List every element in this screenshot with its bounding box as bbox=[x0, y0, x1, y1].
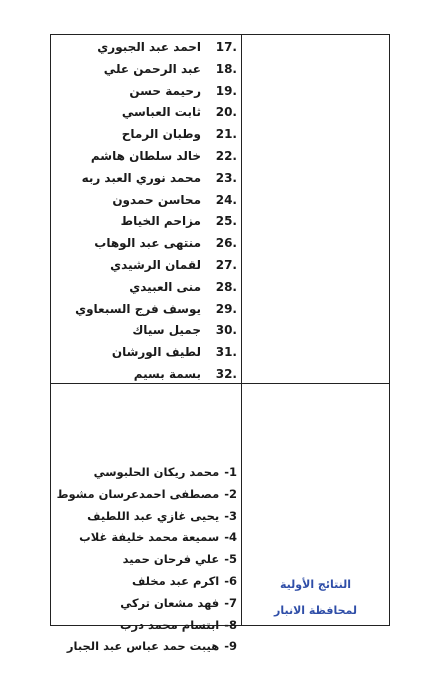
governorate-cell bbox=[242, 384, 389, 626]
governorate-label: لمحافظة الانبار bbox=[273, 604, 358, 617]
person-name: منى العبيدي bbox=[129, 279, 201, 294]
item-number: 8- bbox=[224, 617, 237, 632]
person-name: عبد الرحمن علي bbox=[103, 61, 201, 76]
list-item bbox=[57, 37, 237, 57]
names-cell-bottom bbox=[51, 384, 241, 654]
item-number: 25. bbox=[215, 214, 237, 229]
item-number: 1- bbox=[224, 465, 237, 479]
person-name: محمد نوري العبد ربه bbox=[81, 170, 201, 185]
list-item bbox=[57, 462, 237, 482]
item-number: 2- bbox=[224, 486, 237, 501]
list-item bbox=[57, 527, 237, 547]
person-name: لقمان الرشيدي bbox=[110, 258, 201, 272]
person-name: مصطفى احمدعرسان مشوط bbox=[56, 486, 220, 501]
list-item bbox=[57, 342, 237, 362]
names-cell-top bbox=[51, 35, 241, 383]
item-number: 18. bbox=[215, 61, 237, 76]
person-name: هيبت حمد عباس عبد الجبار bbox=[66, 639, 220, 654]
person-name: خالد سلطان هاشم bbox=[90, 149, 201, 163]
person-name: وطبان الرماح bbox=[121, 127, 201, 142]
list-item bbox=[57, 615, 237, 635]
results-table bbox=[50, 34, 390, 654]
person-name: لطيف الورشان bbox=[111, 345, 201, 360]
person-name: يوسف فرج السبعاوي bbox=[75, 301, 201, 316]
person-name: مزاحم الخياط bbox=[120, 214, 201, 229]
preliminary-results-label: النتائج الأولية bbox=[280, 578, 351, 591]
list-item bbox=[57, 146, 237, 166]
item-number: 30. bbox=[215, 323, 237, 338]
list-item bbox=[57, 571, 237, 591]
person-name: علي فرحان حميد bbox=[122, 552, 220, 567]
item-number: 32. bbox=[215, 367, 237, 381]
person-name: اكرم عبد مخلف bbox=[131, 574, 220, 588]
list-item bbox=[57, 124, 237, 144]
item-number: 28. bbox=[215, 279, 237, 294]
empty-side-cell bbox=[242, 35, 389, 383]
list-item bbox=[57, 636, 237, 656]
list-item bbox=[57, 364, 237, 384]
item-number: 22. bbox=[215, 149, 237, 163]
item-number: 24. bbox=[215, 192, 237, 207]
list-item bbox=[57, 277, 237, 297]
list-item bbox=[57, 593, 237, 613]
list-item bbox=[57, 102, 237, 122]
list-item bbox=[57, 320, 237, 340]
list-item bbox=[57, 211, 237, 231]
list-item bbox=[57, 549, 237, 569]
person-name: محمد ريكان الحلبوسي bbox=[93, 465, 220, 479]
person-name: احمد عبد الجبوري bbox=[97, 40, 201, 54]
person-name: رحيمة حسن bbox=[129, 83, 201, 98]
person-name: يحيى غازي عبد اللطيف bbox=[87, 508, 220, 523]
item-number: 4- bbox=[224, 530, 237, 545]
list-item bbox=[57, 81, 237, 101]
item-number: 21. bbox=[215, 127, 237, 142]
item-number: 17. bbox=[215, 40, 237, 54]
person-name: جميل سياك bbox=[132, 323, 201, 338]
item-number: 19. bbox=[215, 83, 237, 98]
item-number: 3- bbox=[224, 508, 237, 523]
person-name: ابتسام محمد درب bbox=[119, 617, 220, 632]
item-number: 20. bbox=[215, 105, 237, 120]
list-item bbox=[57, 233, 237, 253]
item-number: 29. bbox=[215, 301, 237, 316]
item-number: 5- bbox=[224, 552, 237, 567]
list-item bbox=[57, 59, 237, 79]
item-number: 7- bbox=[224, 595, 237, 610]
item-number: 31. bbox=[215, 345, 237, 360]
list-item bbox=[57, 168, 237, 188]
item-number: 27. bbox=[215, 258, 237, 272]
person-name: منتهى عبد الوهاب bbox=[94, 236, 201, 251]
list-item bbox=[57, 506, 237, 526]
person-name: فهد مشعان تركي bbox=[120, 595, 220, 610]
item-number: 6- bbox=[224, 574, 237, 588]
item-number: 23. bbox=[215, 170, 237, 185]
list-item bbox=[57, 255, 237, 275]
item-number: 26. bbox=[215, 236, 237, 251]
list-item bbox=[57, 299, 237, 319]
item-number: 9- bbox=[224, 639, 237, 654]
person-name: سميعة محمد خليفة غلاب bbox=[79, 530, 220, 545]
list-item bbox=[57, 190, 237, 210]
person-name: محاسن حمدون bbox=[112, 192, 201, 207]
person-name: بسمة بسيم bbox=[133, 367, 201, 381]
person-name: ثابت العباسي bbox=[121, 105, 201, 120]
list-item bbox=[57, 484, 237, 504]
